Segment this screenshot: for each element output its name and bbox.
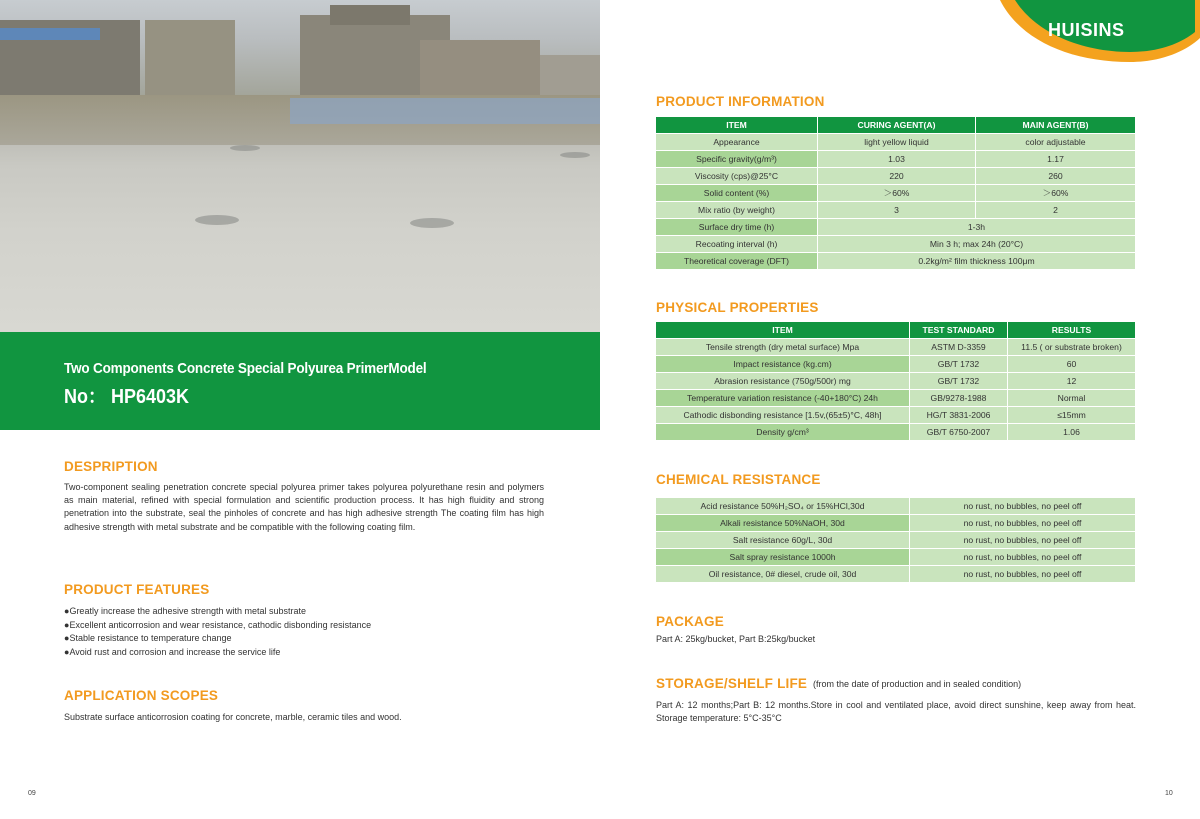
table-cell: 3 [818,201,976,218]
table-cell: no rust, no bubbles, no peel off [910,565,1136,582]
table-cell: 11.5 ( or substrate broken) [1008,338,1136,355]
table-cell: GB/T 1732 [910,355,1008,372]
table-row [656,389,1136,406]
physical-table [656,322,1136,440]
table-row [656,235,1136,252]
list-item: ● Avoid rust and corrosion and increase the service life [64,646,544,660]
table-cell: Salt spray resistance 1000h [656,548,910,565]
product-title: Two Components Concrete Special Polyurea PrimerModel [64,360,427,377]
table-cell: ASTM D-3359 [910,338,1008,355]
table-cell: Viscosity (cps)@25°C [656,167,818,184]
table-row [656,150,1136,167]
storage-heading: STORAGE/SHELF LIFE [656,676,808,691]
physical-heading: PHYSICAL PROPERTIES [656,300,819,315]
table-cell: GB/9278-1988 [910,389,1008,406]
table-row [656,423,1136,440]
table-cell: Mix ratio (by weight) [656,201,818,218]
table-cell: 1.03 [818,150,976,167]
page-number-right: 10 [1165,790,1173,797]
description-text: Two-component sealing penetration concrete special polyurea primer takes polyurea polyurethane resin and polymers as main material, refined with special formulation and scientific production process. It has high fluidity and strong penetration into the substrate, seal the pinholes of concrete and has high adhesive strength The coating film has high adhesive strength with metal substrate and be compatible with the following coating film. [64,482,544,532]
table-header: MAIN AGENT(B) [976,117,1136,133]
table-cell: Normal [1008,389,1136,406]
brand-name: HUISINS [1048,20,1125,40]
features-heading: PRODUCT FEATURES [64,582,210,597]
table-row [656,218,1136,235]
list-item: ● Stable resistance to temperature change [64,632,544,646]
table-cell: 2 [976,201,1136,218]
table-cell: 220 [818,167,976,184]
page-number-left: 09 [28,790,36,797]
table-cell: Impact resistance (kg.cm) [656,355,910,372]
table-cell: 1.17 [976,150,1136,167]
table-row [656,133,1136,150]
table-header: ITEM [656,322,910,338]
application-heading: APPLICATION SCOPES [64,688,219,703]
table-row [656,252,1136,269]
table-cell: no rust, no bubbles, no peel off [910,497,1136,514]
table-row [656,406,1136,423]
table-cell: 0.2kg/m² film thickness 100μm [818,252,1136,269]
features-list [64,605,544,659]
table-row [656,565,1136,582]
table-cell: 260 [976,167,1136,184]
brand-logo [980,0,1200,70]
table-cell: Salt resistance 60g/L, 30d [656,531,910,548]
table-cell: Acid resistance 50%H₂SO₄ or 15%HCl,30d [656,497,910,514]
product-info-heading: PRODUCT INFORMATION [656,94,825,109]
table-header: TEST STANDARD [910,322,1008,338]
table-cell: Density g/cm³ [656,423,910,440]
table-cell: Cathodic disbonding resistance [1.5v,(65±5)°C, 48h] [656,406,910,423]
table-row [656,355,1136,372]
table-cell: GB/T 1732 [910,372,1008,389]
storage-text: Part A: 12 months;Part B: 12 months.Store in cool and ventilated place, avoid direct sunshine, keep away from heat. Storage temperature: 5°C-35°C [656,700,1136,724]
table-header-row [656,322,1136,338]
table-row [656,338,1136,355]
table-header: CURING AGENT(A) [818,117,976,133]
table-cell: color adjustable [976,133,1136,150]
table-cell: 1.06 [1008,423,1136,440]
table-header: ITEM [656,117,818,133]
storage-note: (from the date of production and in sealed condition) [813,679,1022,689]
table-cell: ＞60% [976,184,1136,201]
table-cell: Solid content (%) [656,184,818,201]
product-model: No： HP6403K [64,386,190,408]
table-cell: Appearance [656,133,818,150]
table-cell: 60 [1008,355,1136,372]
table-cell: no rust, no bubbles, no peel off [910,514,1136,531]
table-header: RESULTS [1008,322,1136,338]
description-heading: DESPRIPTION [64,459,158,474]
list-item: ● Excellent anticorrosion and wear resistance, cathodic disbonding resistance [64,619,544,633]
table-row [656,372,1136,389]
application-text: Substrate surface anticorrosion coating for concrete, marble, ceramic tiles and wood. [64,712,402,722]
table-cell: 12 [1008,372,1136,389]
table-cell: Oil resistance, 0# diesel, crude oil, 30d [656,565,910,582]
table-cell: Tensile strength (dry metal surface) Mpa [656,338,910,355]
package-text: Part A: 25kg/bucket, Part B:25kg/bucket [656,634,816,644]
table-cell: 1-3h [818,218,1136,235]
package-heading: PACKAGE [656,614,724,629]
table-header-row [656,117,1136,133]
table-cell: Surface dry time (h) [656,218,818,235]
table-cell: Temperature variation resistance (-40+180°C) 24h [656,389,910,406]
table-cell: no rust, no bubbles, no peel off [910,531,1136,548]
product-photo [0,0,600,332]
table-row [656,548,1136,565]
list-item: ● Greatly increase the adhesive strength with metal substrate [64,605,544,619]
table-cell: Specific gravity(g/m³) [656,150,818,167]
table-cell: light yellow liquid [818,133,976,150]
table-cell: ＞60% [818,184,976,201]
table-row [656,497,1136,514]
table-cell: GB/T 6750-2007 [910,423,1008,440]
table-row [656,531,1136,548]
table-cell: HG/T 3831-2006 [910,406,1008,423]
table-row [656,184,1136,201]
table-row [656,201,1136,218]
table-cell: no rust, no bubbles, no peel off [910,548,1136,565]
chemical-heading: CHEMICAL RESISTANCE [656,472,821,487]
table-row [656,167,1136,184]
table-cell: ≤15mm [1008,406,1136,423]
table-row [656,514,1136,531]
table-cell: Theoretical coverage (DFT) [656,252,818,269]
chemical-table [656,497,1136,582]
table-cell: Min 3 h; max 24h (20°C) [818,235,1136,252]
table-cell: Abrasion resistance (750g/500r) mg [656,372,910,389]
table-cell: Recoating interval (h) [656,235,818,252]
product-info-table [656,117,1136,269]
table-cell: Alkali resistance 50%NaOH, 30d [656,514,910,531]
